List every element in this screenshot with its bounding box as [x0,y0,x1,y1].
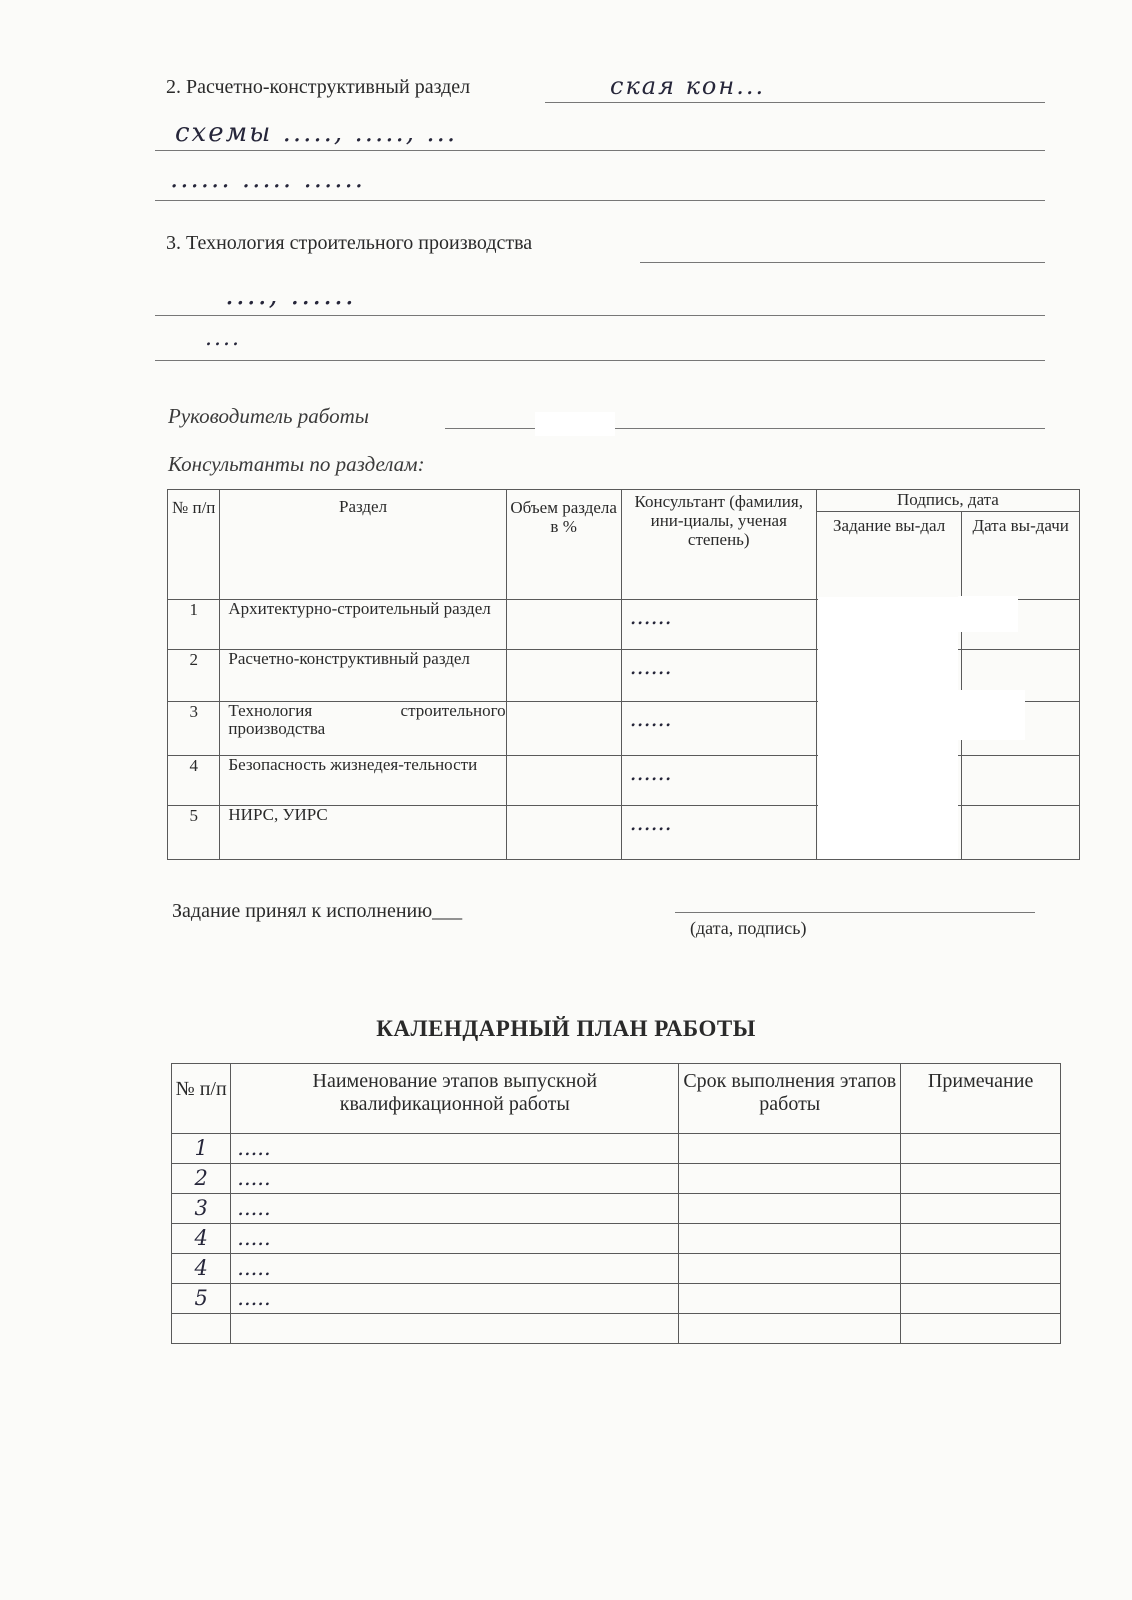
consultants-label: Консультанты по разделам: [168,452,425,476]
plan-row-num: 2 [172,1164,231,1194]
supervisor-label: Руководитель работы [168,404,369,428]
plan-row-num: 4 [172,1224,231,1254]
accepted-label: Задание принял к исполнению___ [172,900,463,922]
table-row [172,1254,1061,1284]
row-consultant: ...... [621,756,816,806]
plan-row-num: 3 [172,1194,231,1224]
row-section: НИРС, УИРС [220,806,506,860]
row-consultant: ...... [621,702,816,756]
row-num: 1 [168,600,220,650]
section2-handwriting-2: схемы ....., ....., ... [175,118,458,148]
row-section: Технология строительного производства [220,702,506,756]
row-section: Расчетно-конструктивный раздел [220,650,506,702]
plan-row-num: 4 [172,1254,231,1284]
plan-row-num: 5 [172,1284,231,1314]
plan-row-stage: ..... [231,1254,679,1284]
plan-row-stage: ..... [231,1284,679,1314]
row-num: 3 [168,702,220,756]
header-task-issued: Задание вы-дал [816,512,962,600]
row-volume [506,756,621,806]
plan-row-note [901,1314,1061,1344]
plan-row-stage: ..... [231,1134,679,1164]
row-volume [506,650,621,702]
header-volume: Объем раздела в % [506,490,621,600]
table-row [172,1194,1061,1224]
section2-handwriting-1: ская кон... [610,72,766,100]
row-num: 2 [168,650,220,702]
plan-row-stage [231,1314,679,1344]
plan-row-num: 1 [172,1134,231,1164]
row-date [962,806,1080,860]
row-consultant: ...... [621,600,816,650]
header-issue-date: Дата вы-дачи [962,512,1080,600]
plan-row-note [901,1164,1061,1194]
section3-handwriting-1: ...., ...... [225,278,356,311]
plan-row-deadline [679,1164,901,1194]
redaction-dates-top [958,596,1018,632]
section3-line-1 [640,262,1045,263]
table-row [172,1164,1061,1194]
plan-header-num: № п/п [172,1064,231,1134]
row-consultant: ...... [621,806,816,860]
plan-row-deadline [679,1224,901,1254]
header-signature-date: Подпись, дата [816,490,1079,512]
plan-row-note [901,1134,1061,1164]
plan-row-note [901,1254,1061,1284]
section3-line-2 [155,315,1045,316]
plan-row-stage: ..... [231,1224,679,1254]
plan-row-note [901,1224,1061,1254]
header-section: Раздел [220,490,506,600]
plan-row-deadline [679,1314,901,1344]
table-row [172,1224,1061,1254]
row-volume [506,806,621,860]
row-volume [506,600,621,650]
plan-row-stage: ..... [231,1194,679,1224]
plan-header-deadline: Срок выполнения этапов работы [679,1064,901,1134]
plan-row-note [901,1194,1061,1224]
plan-row-deadline [679,1194,901,1224]
plan-row-note [901,1284,1061,1314]
plan-row-stage: ..... [231,1164,679,1194]
plan-header-stage: Наименование этапов выпускной квалификационной работы [231,1064,679,1134]
date-signature-label: (дата, подпись) [690,918,807,938]
section3-line-3 [155,360,1045,361]
section2-line-2 [155,150,1045,151]
header-num: № п/п [168,490,220,600]
plan-row-deadline [679,1134,901,1164]
calendar-title: КАЛЕНДАРНЫЙ ПЛАН РАБОТЫ [376,1016,756,1041]
row-consultant: ...... [621,650,816,702]
plan-header-note: Примечание [901,1064,1061,1134]
redaction-dates-mid [955,690,1025,740]
header-consultant: Консультант (фамилия, ини-циалы, ученая степень) [621,490,816,600]
row-volume [506,702,621,756]
row-num: 5 [168,806,220,860]
section3-label: 3. Технология строительного производства [166,232,533,254]
row-num: 4 [168,756,220,806]
row-section: Архитектурно-строительный раздел [220,600,506,650]
section3-handwriting-2: .... [205,326,241,351]
plan-row-num [172,1314,231,1344]
section2-line-1 [545,102,1045,103]
plan-row-deadline [679,1254,901,1284]
section2-handwriting-3: ...... ..... ...... [170,164,366,194]
table-row [172,1314,1061,1344]
redaction-supervisor [535,412,615,436]
accepted-line [675,912,1035,913]
table-row [172,1134,1061,1164]
row-section: Безопасность жизнедея-тельности [220,756,506,806]
section2-line-3 [155,200,1045,201]
section2-label: 2. Расчетно-конструктивный раздел [166,76,471,98]
plan-table [171,1063,1061,1344]
table-row [172,1284,1061,1314]
redaction-signatures [818,597,958,859]
plan-row-deadline [679,1284,901,1314]
row-date [962,756,1080,806]
